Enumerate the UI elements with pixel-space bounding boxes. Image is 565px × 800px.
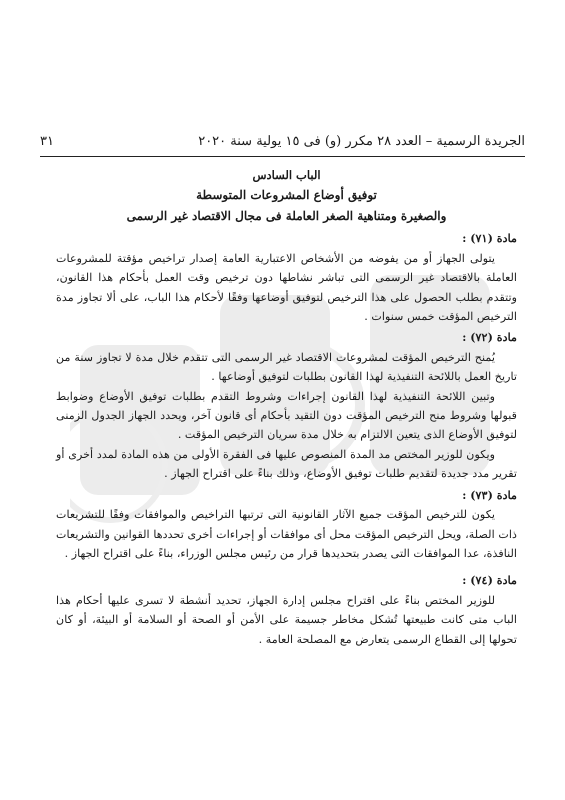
article-paragraph: يكون للترخيص المؤقت جميع الآثار القانونية التى ترتبها التراخيص والموافقات وفقًا للتشريعات ذات الصلة، ويحل الترخيص المؤقت محل أى موافقات أو إجراءات أخرى تحددها القوانين والتشريعات النافذة، عدا الموافقات التى يصدر بتحديدها قرار من رئيس مجلس الوزراء، بناءً على اقتراح الجهاز . (56, 508, 517, 560)
article-label: مادة (٧٢) : (462, 330, 517, 345)
page-number: ٣١ (40, 134, 54, 149)
header-divider (40, 156, 525, 157)
article-paragraph: للوزير المختص بناءً على اقتراح مجلس إدارة الجهاز، تحديد أنشطة لا تسرى عليها أحكام هذا الباب متى كانت طبيعتها تُشكل مخاطر جسيمة على الأمن أو الصحة أو السلامة أو البيئة، أو كان تحولها إلى القطاع الرسمى يتعارض مع المصلحة العامة . (56, 593, 517, 646)
article-label: مادة (٧٣) : (462, 487, 517, 502)
page-header (40, 134, 525, 154)
article-paragraph: ويكون للوزير المختص مد المدة المنصوص عليها فى الفقرة الأولى من هذه المادة لمدد أخرى أو تقرير مدد جديدة لتقديم طلبات توفيق الأوضاع، وذلك بناءً على اقتراح الجهاز . (56, 447, 517, 481)
gazette-title: الجريدة الرسمية – العدد ٢٨ مكرر (و) فى ١٥ يولية سنة ٢٠٢٠ (198, 134, 525, 149)
chapter-title-line-1: توفيق أوضاع المشروعات المتوسطة (196, 188, 377, 203)
article-label: مادة (٧١) : (462, 231, 517, 246)
article-label: مادة (٧٤) : (462, 573, 517, 588)
article-paragraph: وتبين اللائحة التنفيذية لهذا القانون إجراءات وشروط التقدم بطلبات توفيق الأوضاع وضوابط قبولها وشروط منح الترخيص المؤقت دون التقيد بأحكام أى قانون آخر، ويحدد الجهاز الجدول الزمنى لتوفيق الأوضاع الذى يتعين الالتزام به خلال مدة سريان الترخيص المؤقت . (56, 389, 517, 442)
article-paragraph: يتولى الجهاز أو من يفوضه من الأشخاص الاعتبارية العامة إصدار تراخيص مؤقتة للمشروعات العاملة بالاقتصاد غير الرسمى التى تباشر نشاطها دون ترخيص وقت العمل بأحكام هذا القانون، وتتقدم بطلب الحصول على هذا الترخيص لتوفيق أوضاعها وفقًا لأحكام هذا الباب، على ألا تجاوز مدة الترخيص المؤقت خمس سنوات . (56, 251, 517, 324)
chapter-heading: الباب السادس (252, 168, 321, 182)
chapter-title-line-2: والصغيرة ومتناهية الصغر العاملة فى مجال الاقتصاد غير الرسمى (126, 209, 447, 224)
document-body (56, 166, 517, 649)
article-paragraph: يُمنح الترخيص المؤقت لمشروعات الاقتصاد غير الرسمى التى تتقدم خلال مدة لا تجاوز سنة من تاريخ العمل باللائحة التنفيذية لهذا القانون بطلبات لتوفيق أوضاعها . (56, 350, 517, 384)
